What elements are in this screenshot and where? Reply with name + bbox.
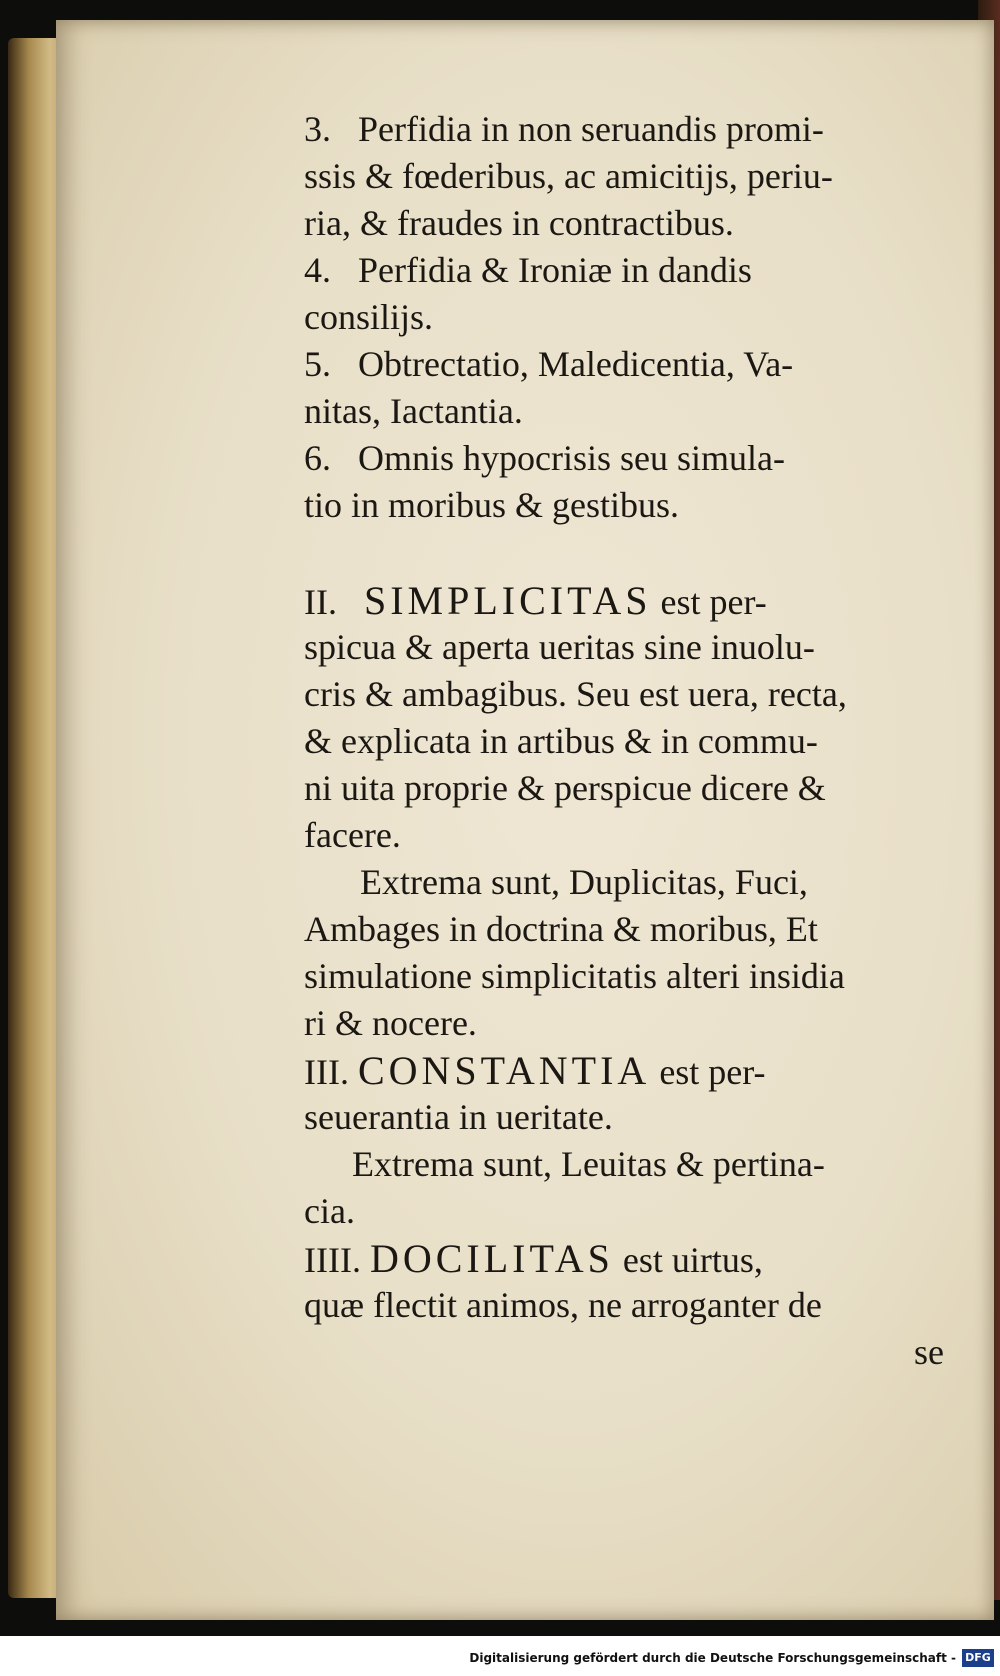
text-line: nitas, Iactantia. (304, 391, 523, 431)
text-line: cris & ambagibus. Seu est uera, recta, (304, 674, 847, 714)
section-heading-rest: est uirtus, (613, 1240, 763, 1280)
text-line: ni uita proprie & perspicue dicere & (304, 768, 826, 808)
section-heading-simplicitas (304, 577, 944, 624)
text-line: simulatione simplicitatis alteri insidia (304, 956, 845, 996)
section-numeral: II. (304, 582, 337, 622)
section-numeral: III. (304, 1052, 349, 1092)
catchword: se (914, 1332, 944, 1372)
section-numeral: IIII. (304, 1240, 361, 1280)
text-line: 5. Obtrectatio, Maledicentia, Va- (304, 344, 794, 384)
footer-credit: Digitalisierung gefördert durch die Deutsche Forschungsgemeinschaft - (469, 1651, 956, 1665)
text-line: spicua & aperta ueritas sine inuolu- (304, 627, 815, 667)
text-line: Extrema sunt, Duplicitas, Fuci, (360, 862, 808, 902)
dfg-logo-icon: DFG (962, 1649, 994, 1667)
section-keyword: SIMPLICITAS (363, 578, 652, 623)
book-page (56, 20, 994, 1620)
text-line: consilijs. (304, 297, 434, 337)
text-line: quæ flectit animos, ne arroganter de (304, 1285, 822, 1325)
text-line: tio in moribus & gestibus. (304, 485, 680, 525)
footer-bar (0, 1636, 1000, 1676)
text-line: 6. Omnis hypocrisis seu simula- (304, 438, 785, 478)
section-keyword: DOCILITAS (369, 1236, 614, 1281)
text-line: Ambages in doctrina & moribus, Et (304, 909, 818, 949)
text-line: facere. (304, 815, 401, 855)
section-keyword: CONSTANTIA (357, 1048, 651, 1093)
text-line: 4. Perfidia & Ironiæ in dandis (304, 250, 752, 290)
text-line: 3. Perfidia in non seruandis promi- (304, 109, 824, 149)
text-line: cia. (304, 1191, 355, 1231)
section-heading-constantia (304, 1047, 944, 1094)
text-line: Extrema sunt, Leuitas & pertina- (352, 1144, 825, 1184)
section-heading-rest: est per- (651, 582, 767, 622)
text-line: ssis & fœderibus, ac amicitijs, periu- (304, 156, 833, 196)
text-line: ri & nocere. (304, 1003, 477, 1043)
section-heading-rest: est per- (650, 1052, 766, 1092)
text-line: & explicata in artibus & in commu- (304, 721, 818, 761)
page-text (304, 106, 944, 1376)
section-heading-docilitas (304, 1235, 944, 1282)
text-line: seuerantia in ueritate. (304, 1097, 613, 1137)
text-line: ria, & fraudes in contractibus. (304, 203, 734, 243)
